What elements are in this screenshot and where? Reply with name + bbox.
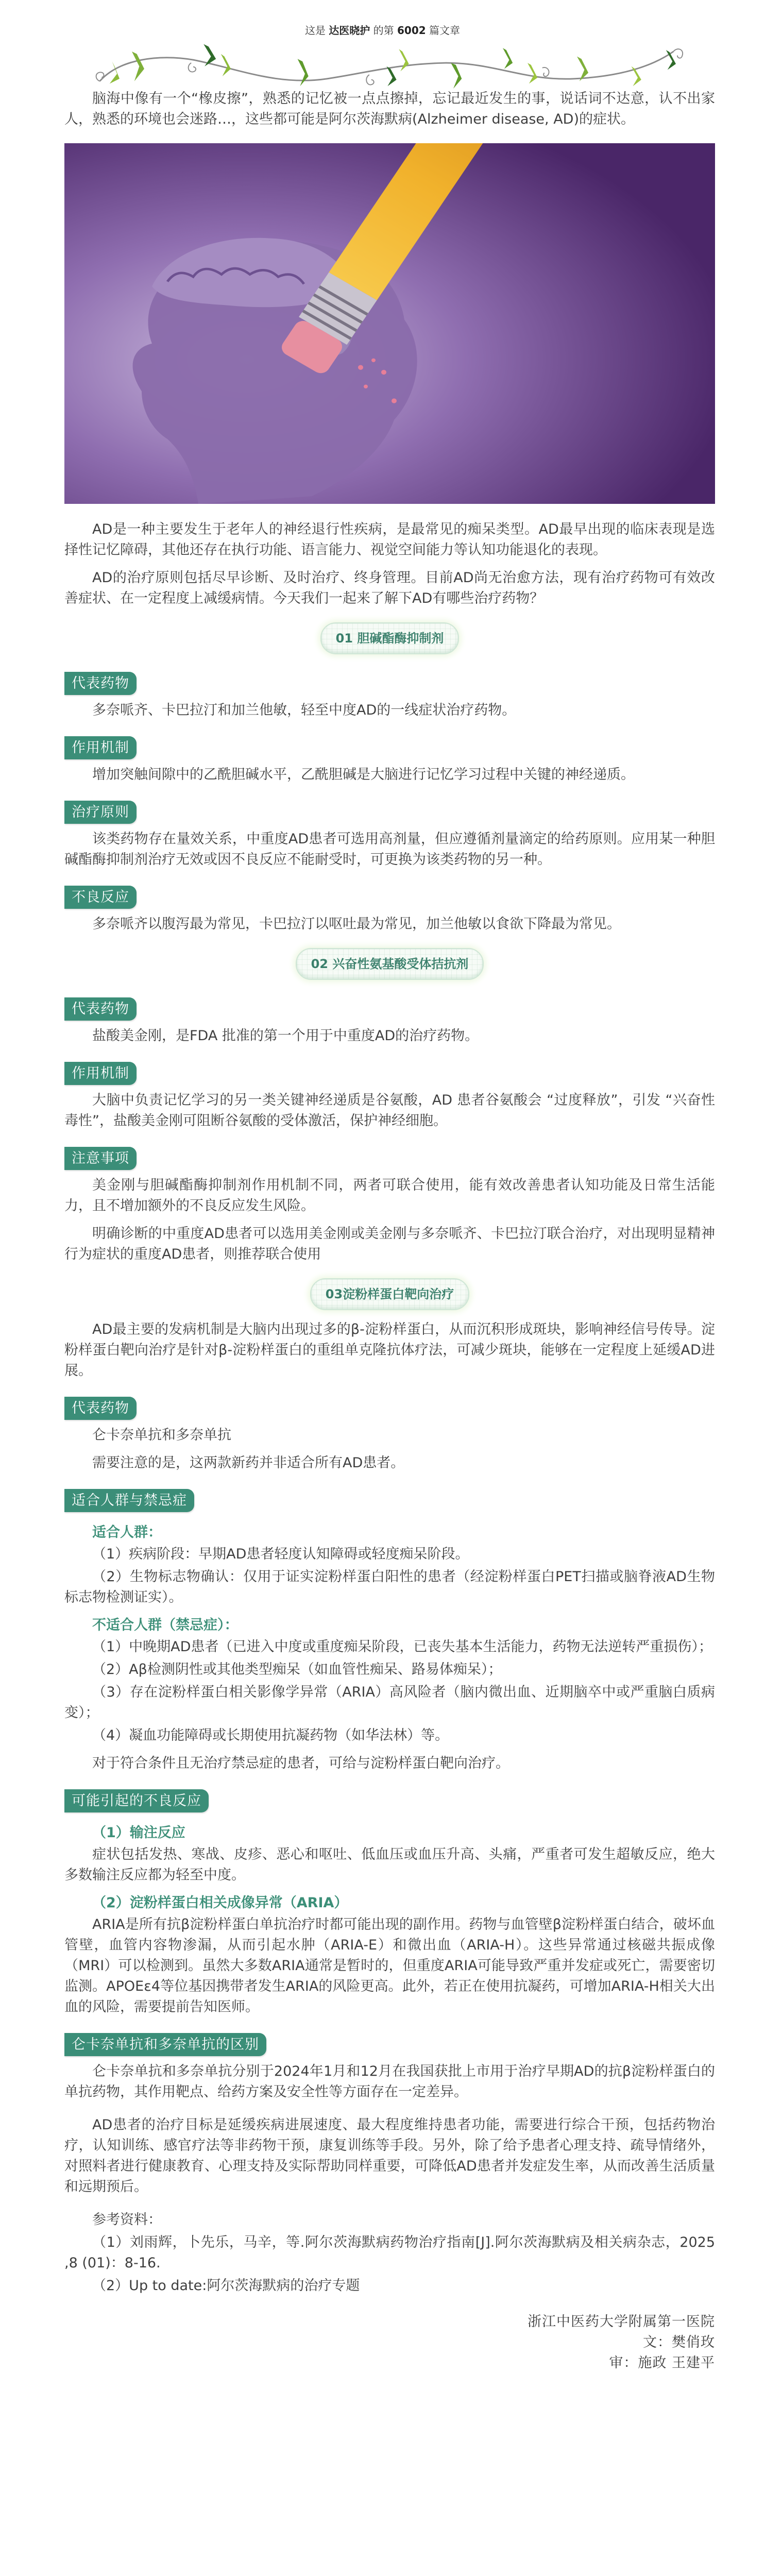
adverse-heading-aria: （2）淀粉样蛋白相关成像异常（ARIA） bbox=[92, 1895, 348, 1911]
drug-differences-text: 仑卡奈单抗和多奈单抗分别于2024年1月和12月在我国获批上市用于治疗早期AD的抗β淀粉样蛋白的单抗药物，其作用靶点、给药方案及安全性等方面存在一定差异。 bbox=[64, 2063, 715, 2100]
tag-representative-drugs: 代表药物 bbox=[64, 672, 137, 695]
section1-drugs-text: 多奈哌齐、卡巴拉汀和加兰他敏，轻至中度AD的一线症状治疗药物。 bbox=[92, 702, 516, 718]
footer-credits bbox=[64, 2312, 715, 2374]
tag-population-contraindications: 适合人群与禁忌症 bbox=[64, 1489, 194, 1512]
tag-adverse-reactions: 不良反应 bbox=[64, 886, 137, 909]
ivy-vine-divider-icon bbox=[77, 39, 706, 89]
overview-paragraph: AD是一种主要发生于老年人的神经退行性疾病，是最常见的痴呆类型。AD最早出现的临床表现是选择性记忆障碍，其他还存在执行功能、语言能力、视觉空间能力等认知功能退化的表现。 bbox=[64, 521, 715, 558]
section3-conclusion: 对于符合条件且无治疗禁忌症的患者，可给与淀粉样蛋白靶向治疗。 bbox=[92, 1755, 509, 1771]
article-count-header bbox=[0, 24, 765, 37]
contraindication-item: （1）中晚期AD患者（已进入中度或重度痴呆阶段，已丧失基本生活能力，药物无法逆转严重损伤）； bbox=[92, 1639, 712, 1655]
section3-intro-text: AD最主要的发病机制是大脑内出现过多的β-淀粉样蛋白，从而沉积形成斑块，影响神经信号传导。淀粉样蛋白靶向治疗是针对β-淀粉样蛋白的重组单克隆抗体疗法，可减少斑块，能够在一定程度上延缓AD进展。 bbox=[64, 1321, 715, 1379]
treatment-principle-paragraph: AD的治疗原则包括尽早诊断、及时治疗、终身管理。目前AD尚无治愈方法，现有治疗药物可有效改善症状、在一定程度上减缓病情。今天我们一起来了解下AD有哪些治疗药物？ bbox=[64, 570, 715, 606]
section3-drugs-text: 仑卡奈单抗和多奈单抗 bbox=[92, 1427, 231, 1443]
contraindication-item: （3）存在淀粉样蛋白相关影像学异常（ARIA）高风险者（脑内微出血、近期脑卒中或严重脑白质病变）； bbox=[64, 1684, 715, 1721]
tag-precautions: 注意事项 bbox=[64, 1147, 137, 1170]
reviewer-credit: 审：施政 王建平 bbox=[609, 2355, 715, 2371]
article-number: 6002 bbox=[397, 24, 426, 37]
adverse-aria-text: ARIA是所有抗β淀粉样蛋白单抗治疗时都可能出现的副作用。药物与血管壁β淀粉样蛋白结合，破坏血管壁，血管内容物渗漏，从而引起水肿（ARIA-E）和微出血（ARIA-H）。这些异常通过核磁共振成像（MRI）可以检测到。虽然大多数ARIA通常是暂时的，但重度ARIA可能导致严重并发症或死亡，需要密切监测。APOEε4等位基因携带者发生ARIA的风险更高。此外，若正在使用抗凝药，可增加ARIA-H相关大出血的风险，需要提前告知医师。 bbox=[64, 1917, 715, 2015]
section2-mechanism-text: 大脑中负责记忆学习的另一类关键神经递质是谷氨酸，AD 患者谷氨酸会 “过度释放”，引发 “兴奋性毒性”，盐酸美金刚可阻断谷氨酸的受体激活，保护神经细胞。 bbox=[64, 1092, 715, 1129]
header-prefix: 这是 bbox=[304, 24, 326, 37]
references-label: 参考资料： bbox=[92, 2212, 162, 2228]
header-middle: 的第 bbox=[373, 24, 394, 37]
tag-treatment-principle: 治疗原则 bbox=[64, 801, 137, 824]
tag-representative-drugs: 代表药物 bbox=[64, 997, 137, 1021]
section2-precautions-text: 美金刚与胆碱酯酶抑制剂作用机制不同，两者可联合使用，能有效改善患者认知功能及日常生活能力，且不增加额外的不良反应发生风险。 bbox=[64, 1177, 715, 1214]
section3-drugs-note: 需要注意的是，这两款新药并非适合所有AD患者。 bbox=[92, 1455, 405, 1471]
header-suffix: 篇文章 bbox=[429, 24, 461, 37]
account-name: 达医晓护 bbox=[329, 24, 370, 37]
summary-paragraph: AD患者的治疗目标是延缓疾病进展速度、最大程度维持患者功能，需要进行综合干预，包括药物治疗，认知训练、感官疗法等非药物干预，康复训练等手段。另外，除了给予患者心理支持、疏导情绪外，对照料者进行健康教育、心理支持及实际帮助同样重要，可降低AD患者并发症发生率，从而改善生活质量和远期预后。 bbox=[64, 2117, 715, 2195]
suitable-item: （1）疾病阶段：早期AD患者轻度认知障碍或轻度痴呆阶段。 bbox=[92, 1546, 469, 1562]
tag-mechanism: 作用机制 bbox=[64, 736, 137, 759]
article bbox=[64, 0, 715, 2389]
adverse-heading-infusion: （1）输注反应 bbox=[92, 1825, 185, 1841]
suitable-item: （2）生物标志物确认：仅用于证实淀粉样蛋白阳性的患者（经淀粉样蛋白PET扫描或脑脊液AD生物标志物检测证实）。 bbox=[64, 1569, 715, 1605]
author-credit: 文：樊俏玫 bbox=[643, 2334, 715, 2350]
section-heading-amyloid-targeted-therapy: 03淀粉样蛋白靶向治疗 bbox=[310, 1278, 469, 1310]
tag-drug-differences: 仑卡奈单抗和多奈单抗的区别 bbox=[64, 2033, 266, 2056]
reference-item: （2）Up to date:阿尔茨海默病的治疗专题 bbox=[92, 2278, 360, 2294]
section1-principle-text: 该类药物存在量效关系，中重度AD患者可选用高剂量，但应遵循剂量滴定的给药原则。应用某一种胆碱酯酶抑制剂治疗无效或因不良反应不能耐受时，可更换为该类药物的另一种。 bbox=[64, 831, 715, 868]
section1-adverse-text: 多奈哌齐以腹泻最为常见，卡巴拉汀以呕吐最为常见，加兰他敏以食欲下降最为常见。 bbox=[92, 916, 621, 932]
section2-drugs-text: 盐酸美金刚，是FDA 批准的第一个用于中重度AD的治疗药物。 bbox=[92, 1028, 479, 1044]
contraindication-item: （4）凝血功能障碍或长期使用抗凝药物（如华法林）等。 bbox=[92, 1727, 449, 1743]
hospital-name: 浙江中医药大学附属第一医院 bbox=[528, 2314, 715, 2330]
section-heading-cholinesterase-inhibitors: 01 胆碱酯酶抑制剂 bbox=[320, 622, 460, 654]
section-heading-nmda-antagonists: 02 兴奋性氨基酸受体拮抗剂 bbox=[296, 948, 484, 980]
reference-item: （1）刘雨辉，卜先乐，马辛，等.阿尔茨海默病药物治疗指南[J].阿尔茨海默病及相关病杂志，2025 ,8 (01)：8-16. bbox=[64, 2234, 715, 2271]
contraindications-heading: 不适合人群（禁忌症）： bbox=[92, 1617, 239, 1633]
brain-eraser-illustration bbox=[64, 143, 715, 504]
contraindication-item: （2）Aβ检测阴性或其他类型痴呆（如血管性痴呆、路易体痴呆）； bbox=[92, 1662, 502, 1677]
section2-note-text: 明确诊断的中重度AD患者可以选用美金刚或美金刚与多奈哌齐、卡巴拉汀联合治疗，对出现明显精神行为症状的重度AD患者，则推荐联合使用 bbox=[64, 1226, 715, 1262]
tag-representative-drugs: 代表药物 bbox=[64, 1397, 137, 1420]
suitable-population-heading: 适合人群： bbox=[92, 1524, 162, 1540]
tag-mechanism: 作用机制 bbox=[64, 1062, 137, 1085]
section1-mechanism-text: 增加突触间隙中的乙酰胆碱水平，乙酰胆碱是大脑进行记忆学习过程中关键的神经递质。 bbox=[92, 767, 635, 783]
adverse-infusion-text: 症状包括发热、寒战、皮疹、恶心和呕吐、低血压或血压升高、头痛，严重者可发生超敏反应，绝大多数输注反应都为轻至中度。 bbox=[64, 1846, 715, 1883]
tag-possible-adverse-reactions: 可能引起的不良反应 bbox=[64, 1789, 209, 1812]
intro-paragraph: 脑海中像有一个“橡皮擦”，熟悉的记忆被一点点擦掉，忘记最近发生的事，说话词不达意，认不出家人，熟悉的环境也会迷路…，这些都可能是阿尔茨海默病(Alzheimer disease, AD)的症状。 bbox=[64, 91, 715, 127]
